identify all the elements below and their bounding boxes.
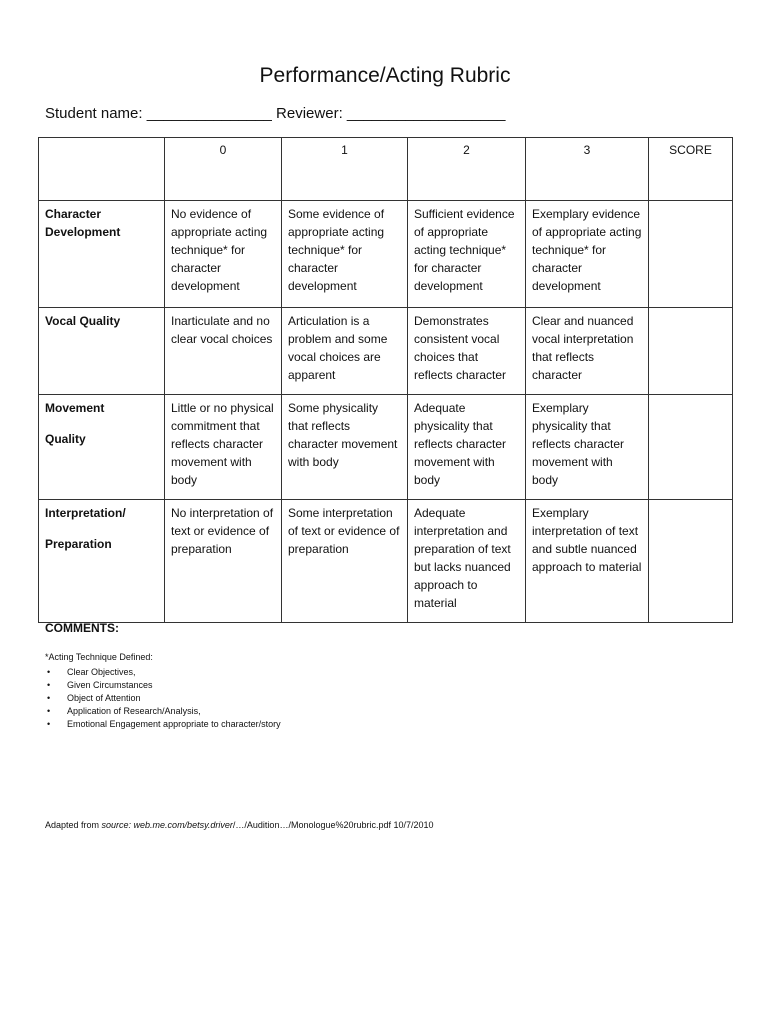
header-cell (39, 138, 165, 201)
source-footer: Adapted from source: web.me.com/betsy.driver/…/Audition…/Monologue%20rubric.pdf 10/7/2010 (45, 820, 434, 830)
list-item: • Given Circumstances (47, 680, 153, 690)
table-row (39, 500, 733, 623)
table-cell: Some physicality that reflects character movement with body (282, 395, 408, 500)
header-cell: 3 (526, 138, 649, 201)
row-label: Interpretation/ Preparation (39, 500, 165, 623)
score-cell[interactable] (649, 201, 733, 308)
score-cell[interactable] (649, 395, 733, 500)
page-title: Performance/Acting Rubric (259, 64, 511, 87)
row-label: Movement Quality (39, 395, 165, 500)
header-row (39, 138, 733, 201)
header-cell: 0 (165, 138, 282, 201)
technique-definition (45, 651, 281, 731)
student-name-field[interactable]: Student name: _______________ (45, 105, 272, 122)
table-cell: Exemplary evidence of appropriate acting technique* for character development (526, 201, 649, 308)
table-cell: Sufficient evidence of appropriate acting technique* for character development (408, 201, 526, 308)
row-label: Character Development (39, 201, 165, 308)
table-row (39, 308, 733, 395)
table-cell: Exemplary physicality that reflects character movement with body (526, 395, 649, 500)
technique-heading: *Acting Technique Defined: (45, 652, 153, 662)
table-cell: Little or no physical commitment that reflects character movement with body (165, 395, 282, 500)
bullet-icon: • (47, 706, 51, 716)
header-cell: SCORE (649, 138, 733, 201)
rubric-table (38, 137, 733, 623)
table-cell: Some evidence of appropriate acting technique* for character development (282, 201, 408, 308)
table-row (39, 395, 733, 500)
name-line (45, 105, 505, 122)
bullet-icon: • (47, 693, 51, 703)
table-cell: Some interpretation of text or evidence of preparation (282, 500, 408, 623)
list-item: • Object of Attention (47, 693, 141, 703)
table-cell: No interpretation of text or evidence of preparation (165, 500, 282, 623)
list-item: • Emotional Engagement appropriate to character/story (47, 719, 281, 729)
reviewer-field[interactable]: Reviewer: ___________________ (276, 105, 506, 122)
table-cell: Inarticulate and no clear vocal choices (165, 308, 282, 395)
table-cell: Exemplary interpretation of text and subtle nuanced approach to material (526, 500, 649, 623)
table-row (39, 201, 733, 308)
table-cell: Demonstrates consistent vocal choices that reflects character (408, 308, 526, 395)
bullet-icon: • (47, 680, 51, 690)
score-cell[interactable] (649, 500, 733, 623)
list-item: • Clear Objectives, (47, 667, 136, 677)
table-cell: Clear and nuanced vocal interpretation that reflects character (526, 308, 649, 395)
bullet-icon: • (47, 667, 51, 677)
row-label: Vocal Quality (39, 308, 165, 395)
list-item: • Application of Research/Analysis, (47, 706, 201, 716)
score-cell[interactable] (649, 308, 733, 395)
header-cell: 2 (408, 138, 526, 201)
bullet-icon: • (47, 719, 51, 729)
table-cell: Adequate interpretation and preparation of text but lacks nuanced approach to material (408, 500, 526, 623)
header-cell: 1 (282, 138, 408, 201)
table-cell: Adequate physicality that reflects character movement with body (408, 395, 526, 500)
table-cell: No evidence of appropriate acting technique* for character development (165, 201, 282, 308)
comments-label: COMMENTS: (45, 621, 119, 635)
table-cell: Articulation is a problem and some vocal choices are apparent (282, 308, 408, 395)
technique-list (45, 666, 281, 731)
